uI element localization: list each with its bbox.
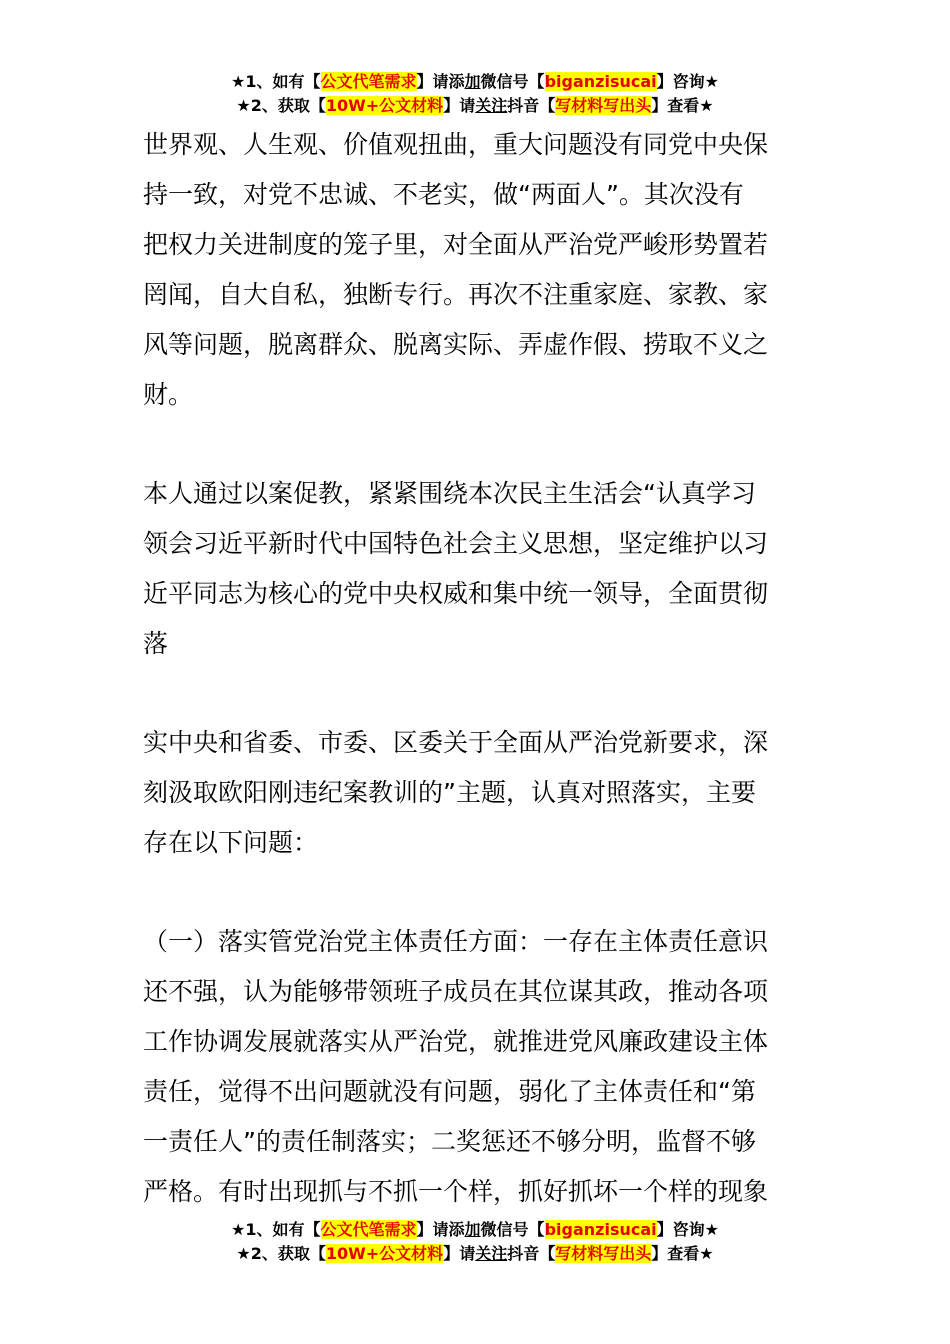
text-line: 落 bbox=[143, 629, 169, 658]
text-line: 财。 bbox=[143, 380, 194, 409]
footer-promo-banner bbox=[0, 1218, 950, 1266]
paragraph-4 bbox=[143, 917, 809, 1217]
highlight-materials: 10W+公文材料 bbox=[325, 96, 444, 115]
header-promo-banner bbox=[0, 70, 950, 118]
paragraph-2 bbox=[143, 469, 809, 669]
text-line: 领会习近平新时代中国特色社会主义思想，坚定维护以习 bbox=[143, 529, 769, 558]
text-line: 还不强，认为能够带领班子成员在其位谋其政，推动各项 bbox=[143, 977, 769, 1006]
highlight-douyin-account: 写材料写出头 bbox=[555, 96, 652, 115]
paragraph-1 bbox=[143, 120, 809, 420]
text-line: 罔闻，自大自私，独断专行。再次不注重家庭、家教、家 bbox=[143, 280, 769, 309]
text-line: （一）落实管党治党主体责任方面：一存在主体责任意识 bbox=[143, 927, 769, 956]
promo-line-1: ★1、如有【公文代笔需求】请添加微信号【biganzisucai】咨询★ bbox=[231, 1220, 719, 1239]
text-line: 刻汲取欧阳刚违纪案教训的”主题，认真对照落实，主要 bbox=[143, 778, 756, 807]
text-line: 风等问题，脱离群众、脱离实际、弄虚作假、捞取不义之 bbox=[143, 330, 769, 359]
promo-line-1: ★1、如有【公文代笔需求】请添加微信号【biganzisucai】咨询★ bbox=[231, 72, 719, 91]
highlight-writing-service: 公文代笔需求 bbox=[320, 1220, 417, 1239]
text-line: 把权力关进制度的笼子里，对全面从严治党严峻形势置若 bbox=[143, 230, 769, 259]
text-line: 近平同志为核心的党中央权威和集中统一领导，全面贯彻 bbox=[143, 579, 769, 608]
highlight-writing-service: 公文代笔需求 bbox=[320, 72, 417, 91]
text-line: 工作协调发展就落实从严治党，就推进党风廉政建设主体 bbox=[143, 1027, 769, 1056]
highlight-materials: 10W+公文材料 bbox=[325, 1244, 444, 1263]
text-line: 一责任人”的责任制落实；二奖惩还不够分明，监督不够 bbox=[143, 1127, 756, 1156]
highlight-douyin-account: 写材料写出头 bbox=[555, 1244, 652, 1263]
highlight-wechat-id: biganzisucai bbox=[544, 72, 657, 91]
text-line: 实中央和省委、市委、区委关于全面从严治党新要求，深 bbox=[143, 728, 769, 757]
text-line: 责任，觉得不出问题就没有问题，弱化了主体责任和“第 bbox=[143, 1077, 756, 1106]
text-line: 持一致，对党不忠诚、不老实，做“两面人”。其次没有 bbox=[143, 180, 744, 209]
text-line: 世界观、人生观、价值观扭曲，重大问题没有同党中央保 bbox=[143, 130, 769, 159]
highlight-wechat-id: biganzisucai bbox=[544, 1220, 657, 1239]
promo-line-2: ★2、获取【10W+公文材料】请关注抖音【写材料写出头】查看★ bbox=[236, 1244, 714, 1263]
text-line: 本人通过以案促教，紧紧围绕本次民主生活会“认真学习 bbox=[143, 479, 756, 508]
paragraph-3 bbox=[143, 718, 809, 868]
text-line: 存在以下问题： bbox=[143, 828, 319, 857]
promo-line-2: ★2、获取【10W+公文材料】请关注抖音【写材料写出头】查看★ bbox=[236, 96, 714, 115]
text-line: 严格。有时出现抓与不抓一个样，抓好抓坏一个样的现象 bbox=[143, 1177, 769, 1206]
